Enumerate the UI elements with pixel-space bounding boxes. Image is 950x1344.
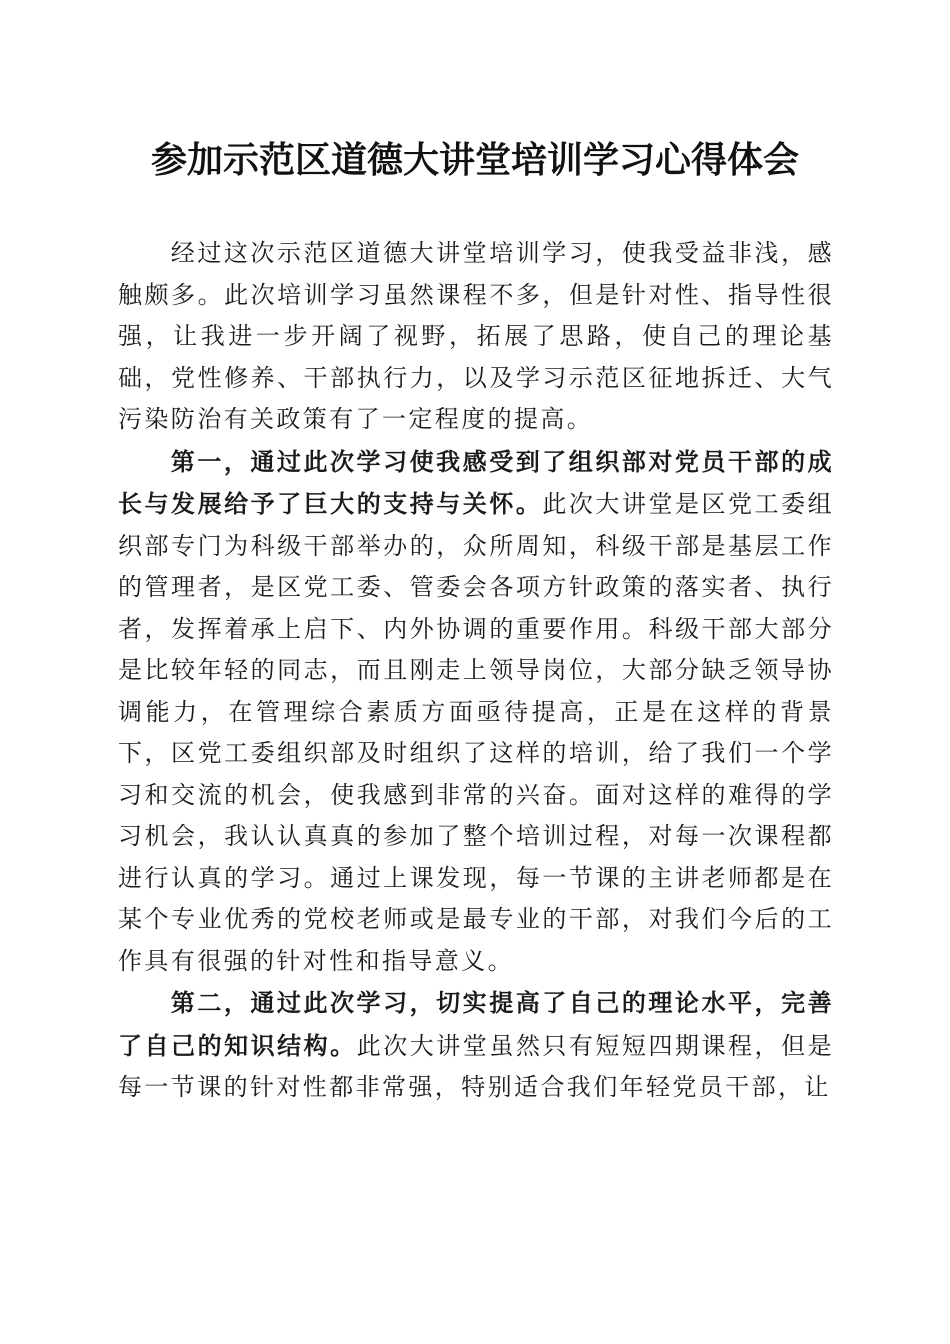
paragraph-lead: 第一，通过此次学习使我感受到了组织部对党员干部的成长与发展给予了巨大的支持与关怀。 bbox=[118, 446, 834, 518]
paragraph-intro bbox=[118, 232, 834, 441]
document-body bbox=[118, 232, 834, 1109]
paragraph-first-point bbox=[118, 441, 834, 983]
document-title: 参加示范区道德大讲堂培训学习心得体会 bbox=[150, 139, 799, 181]
paragraph-second-point bbox=[118, 982, 834, 1109]
paragraph-text: 此次大讲堂是区党工委组织部专门为科级干部举办的，众所周知，科级干部是基层工作的管理者，是区党工委、管委会各项方针政策的落实者、执行者，发挥着承上启下、内外协调的重要作用。科级干部大部分是比较年轻的同志，而且刚走上领导岗位，大部分缺乏领导协调能力，在管理综合素质方面亟待提高，正是在这样的背景下，区党工委组织部及时组织了这样的培训，给了我们一个学习和交流的机会，使我感到非常的兴奋。面对这样的难得的学习机会，我认认真真的参加了整个培训过程，对每一次课程都进行认真的学习。通过上课发现，每一节课的主讲老师都是在某个专业优秀的党校老师或是最专业的干部，对我们今后的工作具有很强的针对性和指导意义。 bbox=[118, 490, 835, 975]
paragraph-lead: 第二，通过此次学习，切实提高了自己的理论水平，完善了自己的知识结构。 bbox=[118, 988, 834, 1060]
paragraph-text: 此次大讲堂虽然只有短短四期课程，但是每一节课的针对性都非常强，特别适合我们年轻党员干部，让 bbox=[118, 1031, 834, 1101]
paragraph-text: 经过这次示范区道德大讲堂培训学习，使我受益非浅，感触颇多。此次培训学习虽然课程不多，但是针对性、指导性很强，让我进一步开阔了视野，拓展了思路，使自己的理论基础，党性修养、干部执行力，以及学习示范区征地拆迁、大气污染防治有关政策有了一定程度的提高。 bbox=[118, 239, 834, 433]
